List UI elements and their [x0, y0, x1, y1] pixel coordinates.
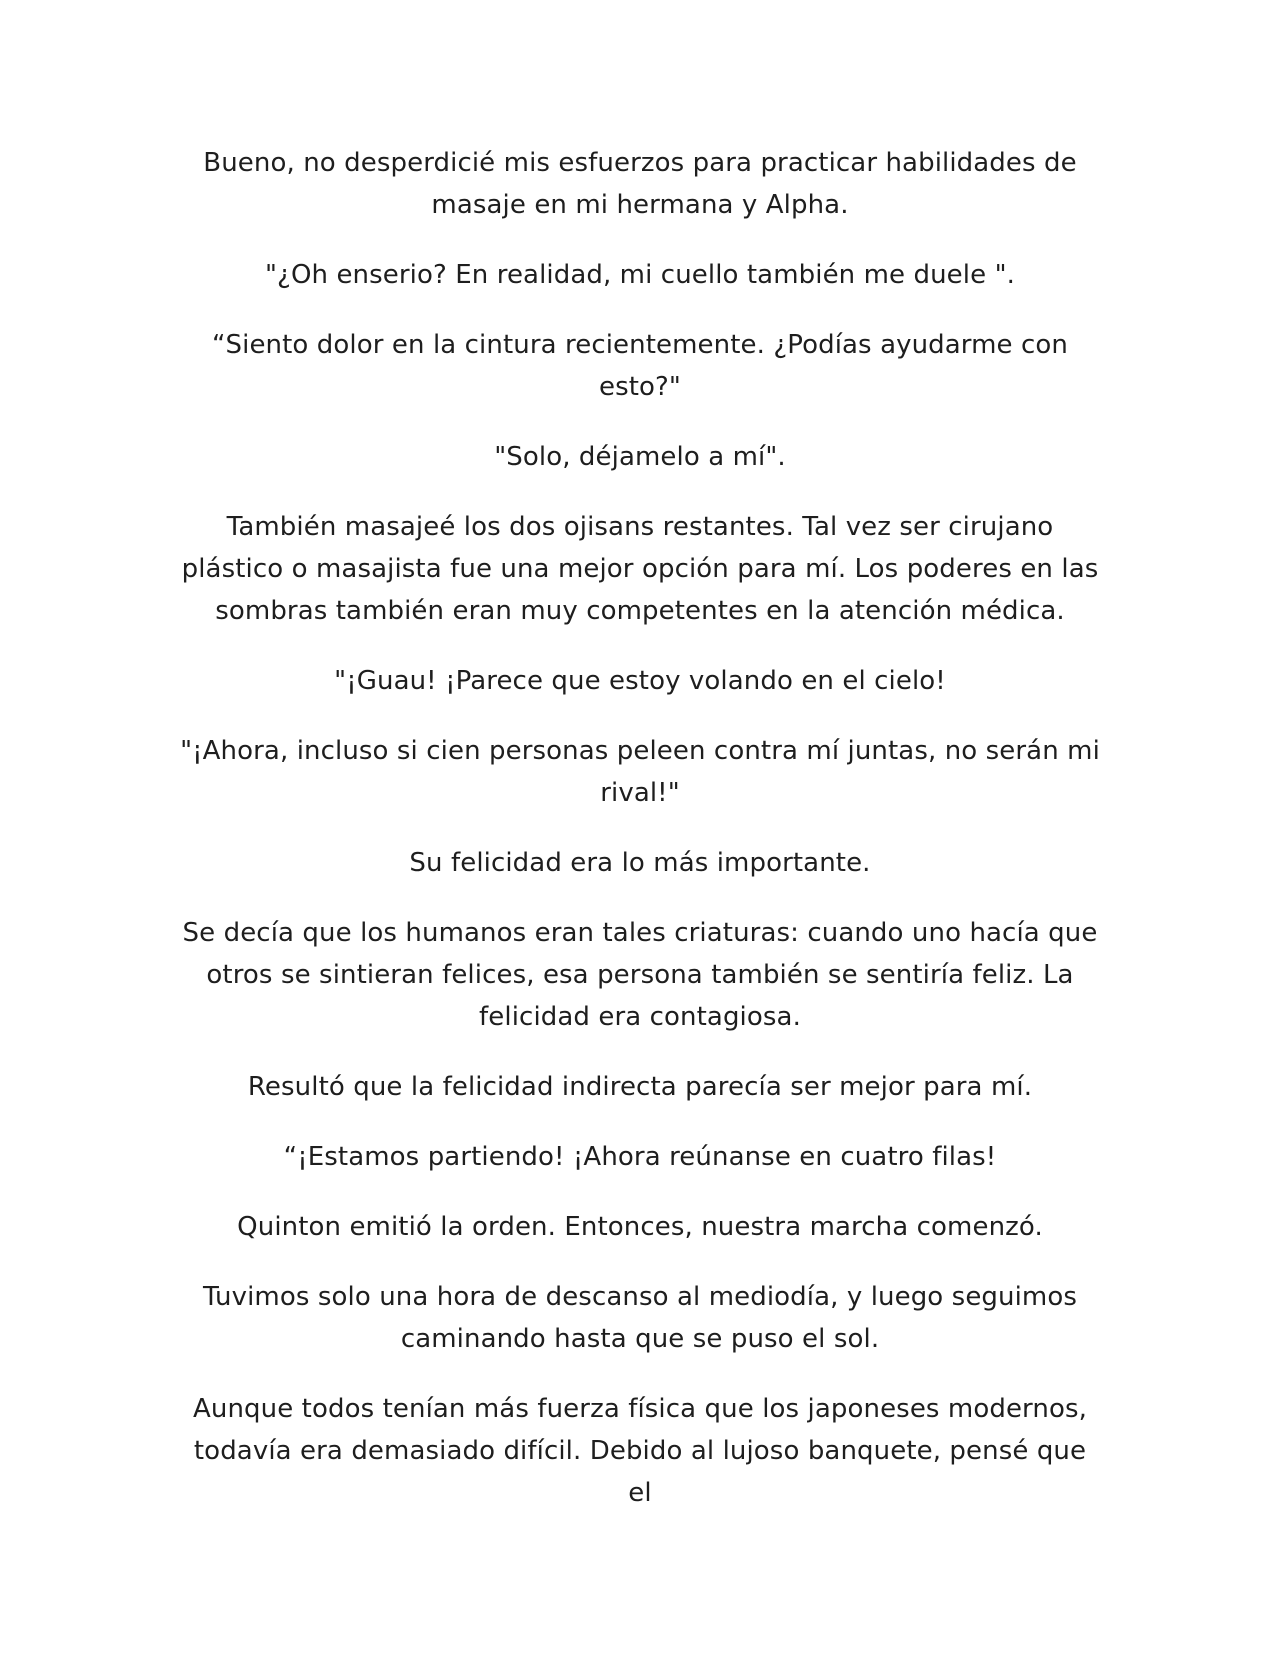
paragraph: “Siento dolor en la cintura recientemente. ¿Podías ayudarme con esto?" [211, 330, 1069, 402]
paragraph: "¡Ahora, incluso si cien personas peleen contra mí juntas, no serán mi rival!" [180, 736, 1100, 808]
paragraph: También masajeé los dos ojisans restantes. Tal vez ser cirujano plástico o masajista fue una mejor opción para mí. Los poderes en las sombras también eran muy competentes en la atención médica. [181, 512, 1099, 626]
body-text [180, 142, 1100, 1542]
paragraph: Tuvimos solo una hora de descanso al mediodía, y luego seguimos caminando hasta que se puso el sol. [203, 1282, 1077, 1354]
paragraph: Su felicidad era lo más importante. [409, 848, 871, 878]
paragraph: "Solo, déjamelo a mí". [494, 442, 786, 472]
paragraph: Quinton emitió la orden. Entonces, nuestra marcha comenzó. [237, 1212, 1043, 1242]
paragraph: Aunque todos tenían más fuerza física que los japoneses modernos, todavía era demasiado difícil. Debido al lujoso banquete, pensé que el [193, 1394, 1087, 1508]
paragraph: Bueno, no desperdicié mis esfuerzos para practicar habilidades de masaje en mi hermana y Alpha. [203, 148, 1077, 220]
paragraph: "¡Guau! ¡Parece que estoy volando en el cielo! [334, 666, 946, 696]
paragraph: Se decía que los humanos eran tales criaturas: cuando uno hacía que otros se sintieran felices, esa persona también se sentiría feliz. La felicidad era contagiosa. [182, 918, 1098, 1032]
paragraph: "¿Oh enserio? En realidad, mi cuello también me duele ". [264, 260, 1015, 290]
paragraph: Resultó que la felicidad indirecta parecía ser mejor para mí. [247, 1072, 1033, 1102]
paragraph: “¡Estamos partiendo! ¡Ahora reúnanse en cuatro filas! [283, 1142, 997, 1172]
